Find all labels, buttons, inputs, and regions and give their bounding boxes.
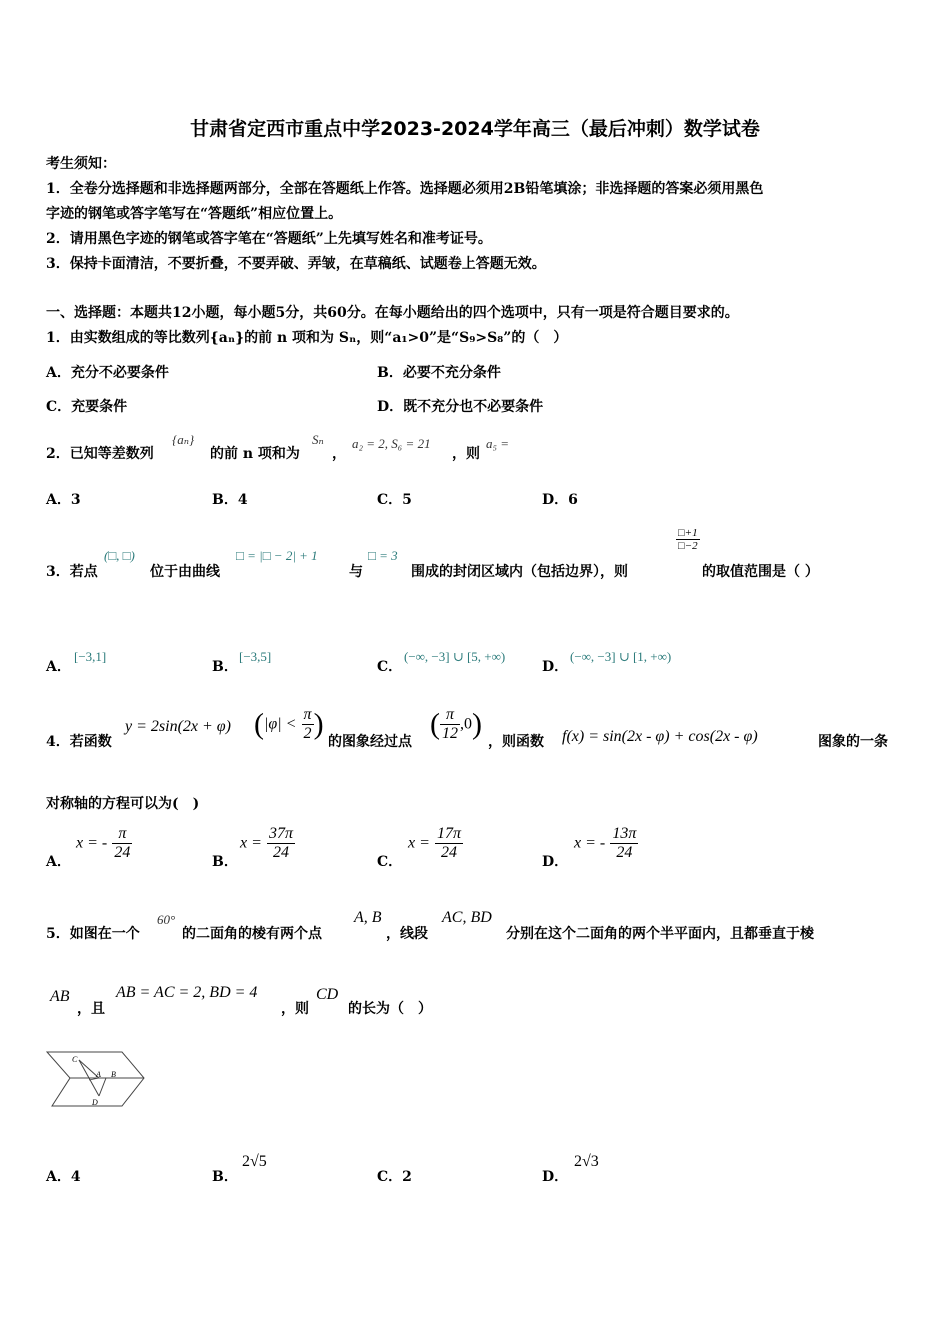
q4-tail: 图象的一条: [818, 734, 888, 750]
q3-option-c-label: C．: [377, 659, 403, 675]
q2-condition: a₂ = 2, S₆ = 21: [352, 436, 431, 451]
q3-lead: 3．若点: [46, 564, 98, 580]
q4-option-b-label: B．: [212, 854, 238, 870]
notice-line-3: 3．保持卡面清洁，不要折叠，不要弄破、弄皱，在草稿纸、试题卷上答题无效。: [46, 256, 546, 272]
q4-point-left-paren: (: [430, 707, 440, 741]
q3-frac-num: □+1: [678, 527, 698, 539]
q4-cond-fraction: [302, 706, 314, 743]
q3-frac-den: □−2: [678, 540, 698, 552]
section-heading: 一、选择题：本题共12小题，每小题5分，共60分。在每小题给出的四个选项中，只有一项是符合题目要求的。: [46, 305, 739, 321]
q5-segments: AC, BD: [442, 909, 492, 926]
q4-lead: 4．若函数: [46, 734, 112, 750]
q4-d-pre: x = -: [574, 834, 606, 852]
q4-line-2: 对称轴的方程可以为( ): [46, 796, 200, 812]
q3-option-b-label: B．: [212, 659, 238, 675]
q4-option-c: [408, 825, 463, 862]
q2-lead: 2．已知等差数列: [46, 446, 154, 462]
q4-cond-two: 2: [303, 725, 312, 742]
q2-mid: 的前 n 项和为: [210, 446, 300, 462]
q3-option-a: [−3,1]: [74, 649, 107, 664]
q4-option-d: [574, 825, 638, 862]
q1-option-c: C．充要条件: [46, 399, 128, 415]
q3-option-d: (−∞, −3] ∪ [1, +∞): [570, 649, 672, 664]
q4-option-a-label: A．: [46, 854, 71, 870]
q5-ab: AB: [50, 988, 70, 1005]
q5-angle: 60°: [157, 912, 176, 927]
q4-d-num: 13π: [612, 825, 637, 842]
q4-a-den: 24: [114, 844, 131, 861]
q2-comma: ，: [332, 446, 346, 462]
q4-point-fraction: [440, 706, 460, 743]
notice-heading: 考生须知：: [46, 156, 116, 172]
q4-a-pre: x = -: [76, 834, 108, 852]
q3-point: (□, □): [104, 548, 135, 563]
fig-label-c: C: [72, 1055, 78, 1064]
q2-option-b: B．4: [212, 492, 248, 508]
q5-mid2: ，线段: [386, 926, 428, 942]
q4-point-tail: ,0: [460, 715, 472, 733]
q5-tail: 分别在这个二面角的两个半平面内，且都垂直于棱: [506, 926, 814, 942]
notice-line-2: 2．请用黑色字迹的钢笔或答字笔在“答题纸”上先填写姓名和准考证号。: [46, 231, 492, 247]
q3-line: □ = 3: [368, 548, 398, 563]
q1-option-b: B．必要不充分条件: [377, 365, 501, 381]
q4-option-d-label: D．: [542, 854, 569, 870]
q5-points: A, B: [354, 909, 382, 926]
q4-cond-left-paren: (: [254, 707, 264, 741]
q3-mid1: 位于由曲线: [150, 564, 220, 580]
q5-ze: ，则: [281, 1001, 309, 1017]
q5-end: 的长为（ ）: [348, 1001, 432, 1017]
q4-function: y = 2sin(2x + φ): [125, 718, 231, 735]
q4-a-num: π: [112, 825, 132, 844]
q1-option-d: D．既不充分也不必要条件: [377, 399, 544, 415]
q1-stem: 1．由实数组成的等比数列{aₙ}的前 n 项和为 Sₙ，则“a₁>0”是“S₉>S₈”的（ ）: [46, 330, 568, 346]
q4-b-pre: x =: [240, 834, 262, 852]
q4-c-pre: x =: [408, 834, 430, 852]
q4-point-den: 12: [442, 725, 458, 742]
q4-point-right-paren: ): [472, 707, 482, 741]
q4-mid: 的图象经过点: [328, 734, 412, 750]
fig-label-b: B: [111, 1070, 116, 1079]
notice-line-1b: 字迹的钢笔或答字笔写在“答题纸”相应位置上。: [46, 206, 343, 222]
q4-cond-pi: π: [303, 706, 312, 723]
q4-cond-text: |φ| <: [264, 715, 297, 733]
q2-option-c: C．5: [377, 492, 412, 508]
q4-c-den: 24: [441, 844, 457, 861]
q2-option-a: A．3: [46, 492, 81, 508]
q5-option-c: C．2: [377, 1169, 412, 1185]
q3-tail: 的取值范围是（ ）: [702, 564, 819, 580]
q4-c-fraction: [435, 825, 463, 862]
q5-condition: AB = AC = 2, BD = 4: [116, 984, 258, 1001]
q4-option-a: [76, 825, 132, 862]
q2-tail: ，则: [452, 446, 480, 462]
fig-label-d: D: [92, 1098, 98, 1107]
q3-curve: □ = |□ − 2| + 1: [236, 548, 318, 563]
q4-option-b: [240, 825, 295, 862]
q4-condition: [254, 706, 324, 743]
q3-mid3: 围成的封闭区域内（包括边界），则: [411, 564, 628, 580]
q3-option-b: [−3,5]: [239, 649, 272, 664]
q3-fraction: [676, 527, 700, 552]
page-title: 甘肃省定西市重点中学2023-2024学年高三（最后冲刺）数学试卷: [190, 118, 760, 140]
q1-option-a: A．充分不必要条件: [46, 365, 169, 381]
q2-sn: Sₙ: [312, 432, 324, 447]
dihedral-diagram-icon: [44, 1048, 154, 1114]
q4-option-c-label: C．: [377, 854, 403, 870]
q3-option-c: (−∞, −3] ∪ [5, +∞): [404, 649, 506, 664]
q5-option-b: 2√5: [242, 1153, 267, 1170]
q4-b-den: 24: [273, 844, 289, 861]
q4-point: [430, 706, 482, 743]
notice-line-1: 1．全卷分选择题和非选择题两部分，全部在答题纸上作答。选择题必须用2B铅笔填涂；非选择题的答案必须用黑色: [46, 181, 764, 197]
q2-a5: a₅ =: [486, 436, 510, 451]
q4-cond-right-paren: ): [313, 707, 324, 741]
q5-option-b-label: B．: [212, 1169, 238, 1185]
q5-option-d: 2√3: [574, 1153, 599, 1170]
q2-option-d: D．6: [542, 492, 578, 508]
q5-lead: 5．如图在一个: [46, 926, 140, 942]
q4-d-den: 24: [616, 844, 633, 861]
q3-mid2: 与: [349, 564, 363, 580]
q5-qie: ，且: [77, 1001, 105, 1017]
q3-option-a-label: A．: [46, 659, 71, 675]
q5-option-d-label: D．: [542, 1169, 569, 1185]
q4-a-fraction: [112, 825, 132, 862]
q5-dihedral-figure: [44, 1048, 154, 1114]
q4-c-num: 17π: [437, 825, 462, 842]
q4-b-num: 37π: [269, 825, 294, 842]
q4-point-pi: π: [440, 706, 460, 725]
q4-b-fraction: [267, 825, 295, 862]
q4-mid2: ，则函数: [488, 734, 544, 750]
q5-option-a: A．4: [46, 1169, 81, 1185]
q2-seq: {aₙ}: [172, 432, 195, 447]
q4-d-fraction: [610, 825, 638, 862]
q5-mid1: 的二面角的棱有两个点: [182, 926, 322, 942]
q3-option-d-label: D．: [542, 659, 569, 675]
fig-label-a: A: [96, 1070, 101, 1079]
q4-function-2: f(x) = sin(2x - φ) + cos(2x - φ): [562, 728, 758, 745]
q5-cd: CD: [316, 986, 339, 1003]
